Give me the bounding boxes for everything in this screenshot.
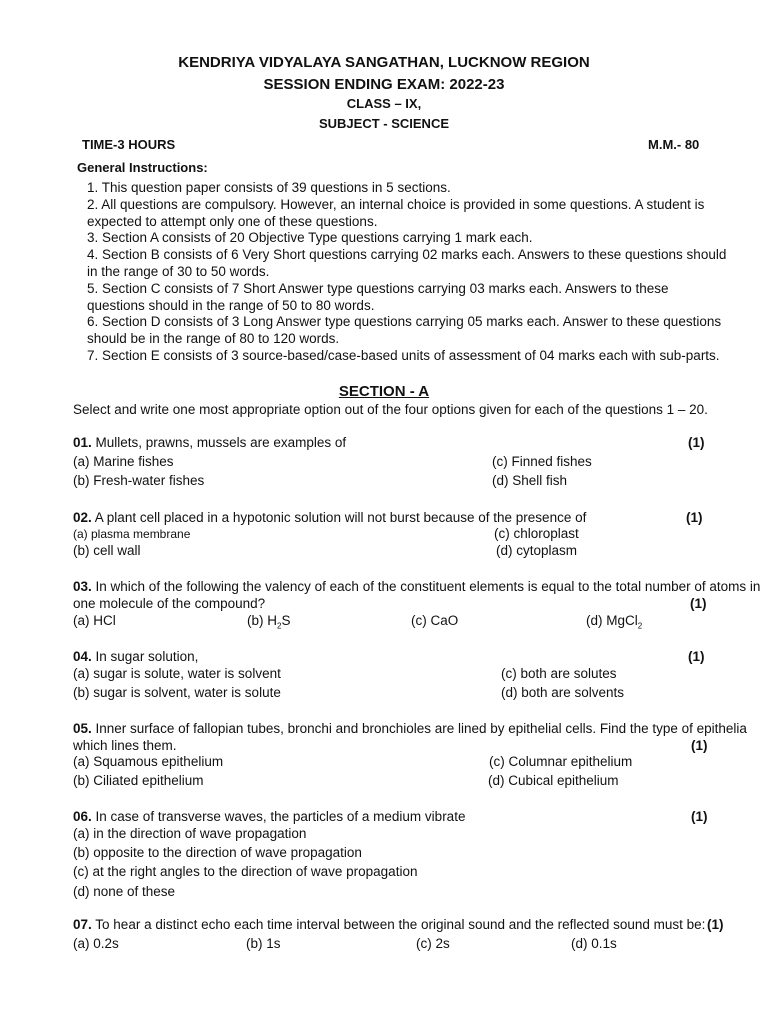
question-text: 04. In sugar solution, bbox=[73, 649, 199, 664]
option-b: (b) cell wall bbox=[73, 543, 141, 558]
instruction-item: 7. Section E consists of 3 source-based/case-based units of assessment of 04 marks each with sub-parts. bbox=[87, 347, 720, 363]
option-a: (a) sugar is solute, water is solvent bbox=[73, 666, 281, 681]
option-b: (b) sugar is solvent, water is solute bbox=[73, 685, 281, 700]
option-b: (b) Ciliated epithelium bbox=[73, 773, 204, 788]
option-b: (b) Fresh-water fishes bbox=[73, 473, 205, 488]
exam-title: SESSION ENDING EXAM: 2022-23 bbox=[263, 76, 505, 93]
option-c: (c) at the right angles to the direction of wave propagation bbox=[73, 864, 418, 879]
instructions-list bbox=[87, 180, 727, 365]
option-a: (a) plasma membrane bbox=[73, 527, 191, 541]
instruction-item: 6. Section D consists of 3 Long Answer type questions carrying 05 marks each. Answer to these questions should be in the range of 80 to 120 words. bbox=[87, 314, 722, 347]
question-text-continued: which lines them. bbox=[73, 738, 177, 753]
question-marks: (1) bbox=[691, 738, 708, 753]
instructions-title: General Instructions: bbox=[77, 160, 208, 175]
option-d: (d) MgCl$_2$ bbox=[586, 613, 643, 631]
question-text: 05. Inner surface of fallopian tubes, bronchi and bronchioles are lined by epithelial cells. Find the type of epithelia bbox=[73, 721, 747, 736]
instruction-item: 2. All questions are compulsory. However, an internal choice is provided in some questions. A student is expected to attempt only one of these questions. bbox=[87, 196, 705, 229]
option-c: (c) Finned fishes bbox=[492, 454, 592, 469]
option-a: (a) 0.2s bbox=[73, 936, 119, 951]
option-c: (c) both are solutes bbox=[501, 666, 617, 681]
exam-organization: KENDRIYA VIDYALAYA SANGATHAN, LUCKNOW REGION bbox=[178, 54, 590, 71]
question-marks: (1) bbox=[688, 435, 705, 450]
option-b: (b) $H_2S$ bbox=[247, 613, 291, 631]
exam-max-marks: M.M.- 80 bbox=[648, 137, 700, 152]
question-marks: (1) bbox=[688, 649, 705, 664]
question-marks: (1) bbox=[686, 510, 703, 525]
question-text: 03. In which of the following the valency of each of the constituent elements is equal to the total number of atoms in bbox=[73, 579, 761, 594]
question-marks: (1) bbox=[691, 809, 708, 824]
option-b: (b) 1s bbox=[246, 936, 281, 951]
instruction-item: 5. Section C consists of 7 Short Answer type questions carrying 03 marks each. Answers to these questions should in the range of 50 to 80 words. bbox=[87, 280, 669, 313]
exam-class: CLASS – IX, bbox=[346, 96, 422, 111]
option-a: (a) Squamous epithelium bbox=[73, 754, 224, 769]
instruction-item: 4. Section B consists of 6 Very Short questions carrying 02 marks each. Answers to these questions should in the range of 30 to 50 words. bbox=[87, 247, 727, 279]
option-d: (d) Cubical epithelium bbox=[488, 773, 619, 788]
section-a-intro: Select and write one most appropriate option out of the four options given for each of the questions 1 – 20. bbox=[73, 402, 708, 417]
exam-time: TIME-3 HOURS bbox=[82, 137, 176, 152]
option-d: (d) Shell fish bbox=[492, 473, 568, 488]
question-text: 01. Mullets, prawns, mussels are examples of bbox=[73, 435, 347, 450]
option-a: (a) Marine fishes bbox=[73, 454, 174, 469]
option-d: (d) 0.1s bbox=[571, 936, 617, 951]
question-marks: (1) bbox=[707, 917, 724, 932]
option-a: (a) HCl bbox=[73, 613, 116, 628]
question-text: 02. A plant cell placed in a hypotonic solution will not burst because of the presence of bbox=[73, 510, 587, 525]
instruction-item: 1. This question paper consists of 39 questions in 5 sections. bbox=[87, 180, 451, 195]
question-text-continued: one molecule of the compound? bbox=[73, 596, 266, 611]
option-d: (d) cytoplasm bbox=[496, 543, 578, 558]
option-d: (d) both are solvents bbox=[501, 685, 625, 700]
option-a: (a) in the direction of wave propagation bbox=[73, 826, 307, 841]
option-c: (c) Columnar epithelium bbox=[489, 754, 633, 769]
option-b: (b) opposite to the direction of wave propagation bbox=[73, 845, 362, 860]
question-text: 06. In case of transverse waves, the particles of a medium vibrate bbox=[73, 809, 466, 824]
exam-subject: SUBJECT - SCIENCE bbox=[318, 116, 450, 131]
option-d: (d) none of these bbox=[73, 884, 176, 899]
option-c: (c) chloroplast bbox=[494, 526, 579, 541]
instruction-item: 3. Section A consists of 20 Objective Type questions carrying 1 mark each. bbox=[87, 230, 533, 246]
option-c: (c) 2s bbox=[416, 936, 450, 951]
question-text: 07. To hear a distinct echo each time interval between the original sound and the reflected sound must be: bbox=[73, 917, 706, 932]
option-c: (c) CaO bbox=[411, 613, 459, 628]
question-marks: (1) bbox=[690, 596, 707, 611]
section-a-title: SECTION - A bbox=[338, 383, 430, 400]
